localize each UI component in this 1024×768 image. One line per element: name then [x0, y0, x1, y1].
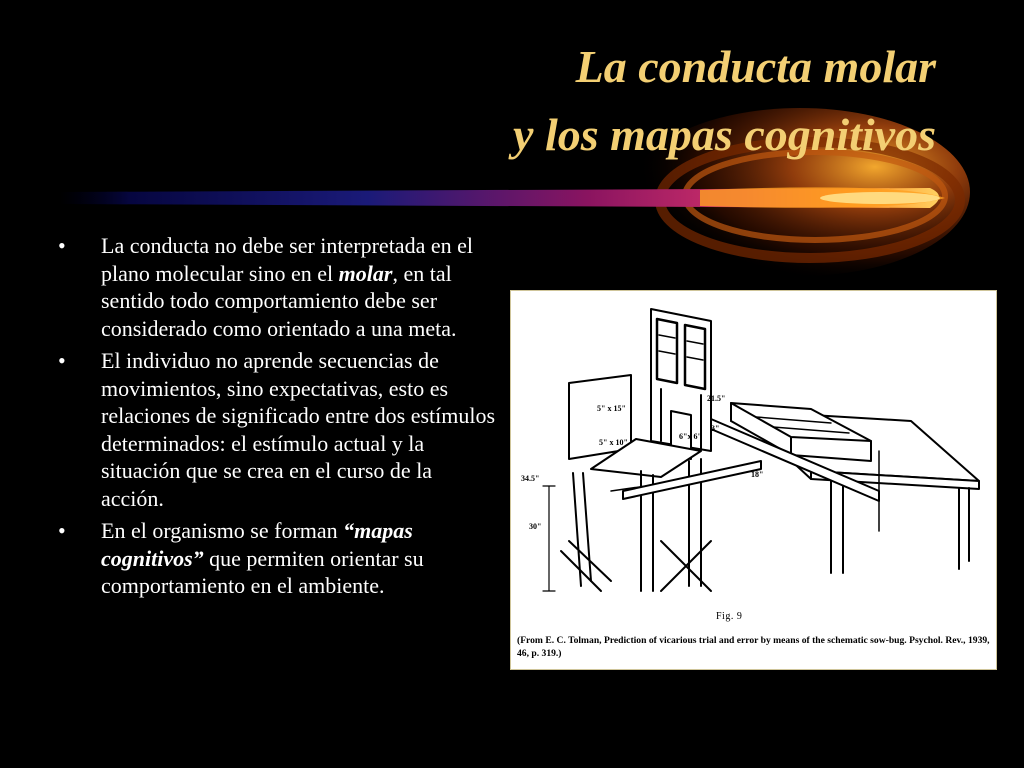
tower-drawing [543, 309, 764, 591]
bullet-text: La conducta no debe ser interpretada en el plano molecular sino en el [101, 233, 473, 286]
dimension-label: 5" x 10" [599, 438, 628, 447]
maze-apparatus-figure [510, 290, 997, 670]
bullet-text: , en tal sentido todo comportamiento debe ser considerado como orientado a una meta. [101, 260, 457, 341]
bullet-item-1 [56, 232, 498, 342]
bullet-item-3 [56, 517, 498, 600]
dimension-label: 21.5" [707, 394, 726, 403]
bullet-text: El individuo no aprende secuencias de movimientos, sino expectativas, esto es relaciones de significado entre dos estímulos determinados: el estímulo actual y la situación que se crea en el curso de la acción. [101, 348, 496, 511]
bullet-text: En el organismo se forman [101, 518, 344, 543]
slide-title-line-2: y los mapas cognitivos [513, 109, 936, 160]
dimension-label: 30" [529, 522, 542, 531]
dimension-label: 3" [711, 424, 720, 433]
slide-title-line-1: La conducta molar [575, 41, 936, 92]
figure-caption: (From E. C. Tolman, Prediction of vicarious trial and error by means of the schematic sow-bug. Psychol. Rev., 1939, 46, p. 319.) [517, 635, 990, 659]
bullet-marker: • [58, 518, 66, 543]
dimension-label: 34.5" [521, 474, 540, 483]
bullet-marker: • [58, 233, 66, 258]
bullet-text: que permiten orientar su comportamiento en el ambiente. [101, 545, 424, 598]
dimension-label: 5" x 15" [597, 404, 626, 413]
bullet-emphasis: “mapas cognitivos” [101, 518, 413, 571]
bullet-list [56, 232, 498, 605]
dimension-label: 6"x 6" [679, 432, 702, 441]
bullet-item-2 [56, 347, 498, 512]
table-drawing [711, 403, 979, 573]
apparatus-drawing [511, 291, 998, 621]
bullet-emphasis: molar [338, 260, 393, 286]
figure-label: Fig. 9 [716, 611, 743, 622]
dimension-label: 18" [751, 470, 764, 479]
bullet-marker: • [58, 348, 66, 373]
